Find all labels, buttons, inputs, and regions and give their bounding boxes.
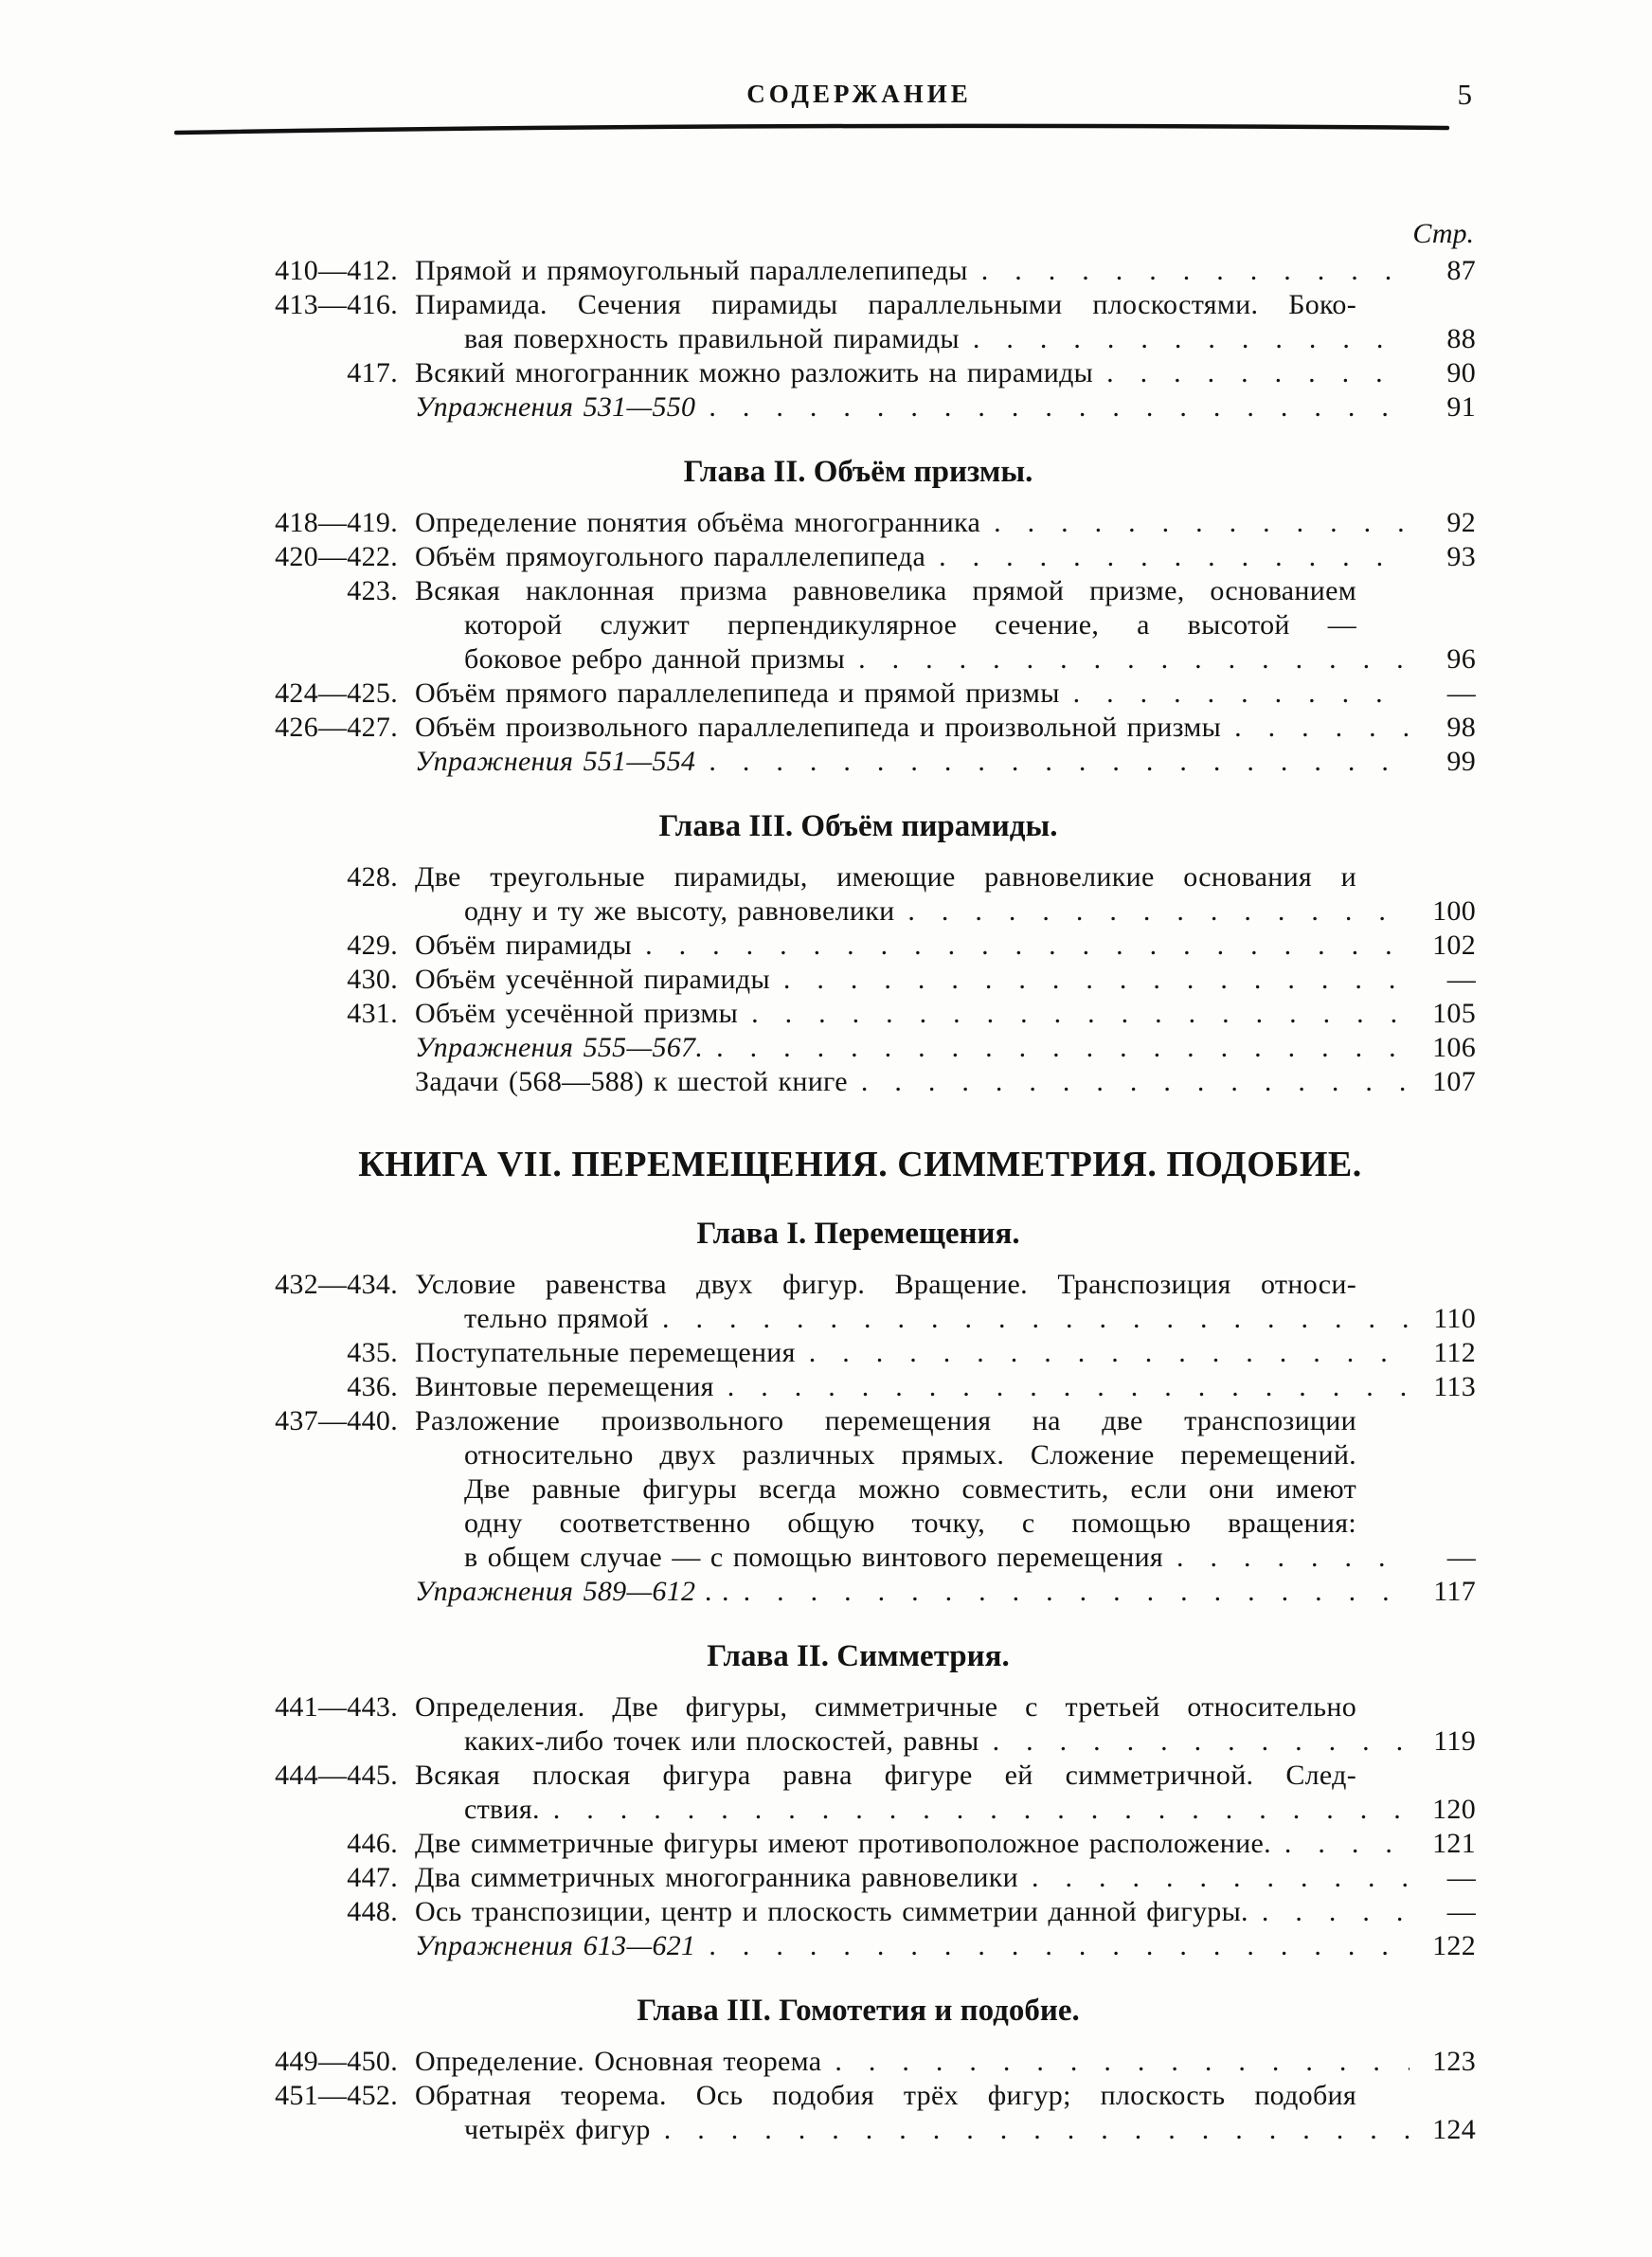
toc-entry — [159, 288, 1476, 356]
entry-page-number: 107 — [1432, 1066, 1476, 1097]
dot-leader — [1176, 1541, 1410, 1575]
entry-text: Объём прямоугольного параллелепипеда — [415, 541, 926, 572]
page-column-label: Стр. — [1412, 218, 1474, 249]
toc-line — [159, 711, 1476, 745]
entry-text: Пирамида. Сечения пирамиды параллельными плоскостями. Боко- — [415, 289, 1356, 320]
toc-entry — [159, 1065, 1476, 1099]
chapter-heading: Глава I. Перемещения. — [696, 1217, 1020, 1251]
chapter-heading: Глава II. Объём призмы. — [683, 455, 1033, 489]
entry-number: 447. — [347, 1862, 398, 1893]
toc-entry — [159, 506, 1476, 540]
entry-text: Объём произвольного параллелепипеда и произвольной призмы — [415, 712, 1222, 743]
toc-line — [159, 745, 1476, 779]
dot-leader — [994, 506, 1410, 540]
toc-line — [159, 540, 1476, 574]
entry-text: Условие равенства двух фигур. Вращение. Транспозиция относи- — [415, 1269, 1356, 1300]
toc-line — [159, 1575, 1476, 1609]
toc-line — [159, 1507, 1476, 1541]
entry-number: 431. — [347, 998, 398, 1029]
entry-number: 424—425. — [275, 677, 398, 709]
entry-number: 423. — [347, 575, 398, 606]
entry-page-number: 99 — [1446, 746, 1476, 777]
dot-leader — [716, 1031, 1410, 1065]
chapter-heading: Глава II. Симметрия. — [707, 1639, 1010, 1673]
dot-leader — [709, 1929, 1410, 1963]
entry-text: в общем случае — с помощью винтового перемещения — [464, 1542, 1164, 1573]
entry-text: Объём усечённой призмы — [415, 998, 739, 1029]
dot-leader — [993, 1724, 1410, 1759]
toc-entry — [159, 1861, 1476, 1895]
toc-entry — [159, 2079, 1476, 2147]
toc-line — [159, 894, 1476, 929]
chapter-heading: Глава III. Гомотетия и подобие. — [637, 1994, 1080, 2028]
entry-text: Ось транспозиции, центр и плоскость симметрии данной фигуры. — [415, 1896, 1248, 1927]
toc-line — [159, 288, 1476, 322]
entry-page-number: 100 — [1432, 895, 1476, 927]
toc-entry — [159, 929, 1476, 963]
entry-page-number: 121 — [1432, 1828, 1476, 1859]
entry-text: Прямой и прямоугольный параллелепипеды — [415, 255, 968, 286]
page-title: СОДЕРЖАНИЕ — [746, 80, 972, 108]
dot-leader — [709, 745, 1410, 779]
entry-text: вая поверхность правильной пирамиды — [464, 323, 960, 354]
entry-number: 449—450. — [275, 2046, 398, 2077]
entry-text: Всякая плоская фигура равна фигуре ей симметричной. След- — [415, 1760, 1356, 1791]
entry-page-number: 122 — [1432, 1930, 1476, 1961]
dot-leader — [835, 2045, 1410, 2079]
toc-line — [159, 506, 1476, 540]
toc-entry — [159, 356, 1476, 390]
dot-leader — [1106, 356, 1410, 390]
toc-line — [159, 1336, 1476, 1370]
entry-text: Упражнения 613—621 — [415, 1930, 696, 1961]
dot-leader — [662, 1302, 1410, 1336]
entry-text: Всякий многогранник можно разложить на пирамиды — [415, 357, 1094, 388]
toc-entry — [159, 2045, 1476, 2079]
toc-entry — [159, 1404, 1476, 1575]
entry-number: 451—452. — [275, 2080, 398, 2111]
entry-page-number: 96 — [1446, 643, 1476, 675]
entry-number: 418—419. — [275, 507, 398, 538]
dot-leader — [727, 1370, 1410, 1404]
entry-text: Определение. Основная теорема — [415, 2046, 822, 2077]
entry-text: тельно прямой — [464, 1303, 649, 1334]
toc-line — [159, 1895, 1476, 1929]
toc-entry — [159, 1268, 1476, 1336]
entry-text: Два симметричных многогранника равновелики — [415, 1862, 1018, 1893]
toc-line — [159, 1370, 1476, 1404]
entry-number: 441—443. — [275, 1691, 398, 1723]
toc-entry — [159, 963, 1476, 997]
entry-text: четырёх фигур — [464, 2114, 651, 2145]
toc-entry — [159, 1336, 1476, 1370]
entry-number: 448. — [347, 1896, 398, 1927]
toc-line — [159, 997, 1476, 1031]
entry-page-number: 87 — [1446, 255, 1476, 286]
toc-line — [159, 1724, 1476, 1759]
book-heading: КНИГА VII. ПЕРЕМЕЩЕНИЯ. СИММЕТРИЯ. ПОДОБИЕ. — [358, 1145, 1362, 1184]
entry-text: относительно двух различных прямых. Сложение перемещений. — [464, 1439, 1356, 1471]
toc-line — [159, 608, 1476, 642]
entry-page-number: 117 — [1433, 1576, 1476, 1607]
toc-line — [159, 1302, 1476, 1336]
entry-page-number: 110 — [1433, 1303, 1476, 1334]
dot-leader — [553, 1793, 1410, 1827]
toc-entry — [159, 677, 1476, 711]
toc-entry — [159, 1759, 1476, 1827]
toc-line — [159, 677, 1476, 711]
dot-leader — [664, 2113, 1410, 2147]
toc-line — [159, 1031, 1476, 1065]
entry-text: одну соответственно общую точку, с помощью вращения: — [464, 1508, 1356, 1539]
dot-leader — [809, 1336, 1410, 1370]
dot-leader — [1284, 1827, 1410, 1861]
entry-text: Разложение произвольного перемещения на две транспозиции — [415, 1405, 1356, 1436]
toc-line — [159, 963, 1476, 997]
toc-line — [159, 2079, 1476, 2113]
dot-leader — [858, 642, 1410, 677]
toc-entry — [159, 860, 1476, 929]
entry-text: Определения. Две фигуры, симметричные с третьей относительно — [415, 1691, 1356, 1723]
entry-page-number: 102 — [1432, 930, 1476, 961]
entry-text: Задачи (568—588) к шестой книге — [415, 1066, 848, 1097]
entry-number: 444—445. — [275, 1760, 398, 1791]
entry-number: 410—412. — [275, 255, 398, 286]
toc-entry — [159, 254, 1476, 288]
entry-page-number: 112 — [1433, 1337, 1476, 1368]
toc-line — [159, 254, 1476, 288]
entry-text: Упражнения 589—612 . . — [415, 1576, 730, 1607]
entry-page-number: 93 — [1446, 541, 1476, 572]
dot-leader — [709, 390, 1410, 424]
header-rule — [174, 121, 1449, 136]
toc-line — [159, 1472, 1476, 1507]
toc-entry — [159, 745, 1476, 779]
toc-line — [159, 2113, 1476, 2147]
toc-entry — [159, 574, 1476, 677]
entry-page-number: 120 — [1432, 1794, 1476, 1825]
entry-text: Объём пирамиды — [415, 930, 633, 961]
entry-page-number: 88 — [1446, 323, 1476, 354]
entry-page-number: 91 — [1446, 391, 1476, 423]
toc-line — [159, 1690, 1476, 1724]
entry-page-number: 113 — [1433, 1371, 1476, 1402]
toc-entry — [159, 1929, 1476, 1963]
entry-page-number: — — [1446, 964, 1476, 995]
entry-text: Две симметричные фигуры имеют противоположное расположение. — [415, 1828, 1271, 1859]
dot-leader — [645, 929, 1410, 963]
toc-line — [159, 356, 1476, 390]
dot-leader — [1234, 711, 1410, 745]
entry-number: 446. — [347, 1828, 398, 1859]
toc-entry — [159, 540, 1476, 574]
toc-entry — [159, 1031, 1476, 1065]
toc-line — [159, 1793, 1476, 1827]
entry-text: каких-либо точек или плоскостей, равны — [464, 1725, 979, 1757]
entry-text: Объём усечённой пирамиды — [415, 964, 770, 995]
toc-line — [159, 574, 1476, 608]
entry-number: 413—416. — [275, 289, 398, 320]
entry-number: 429. — [347, 930, 398, 961]
toc-line — [159, 2045, 1476, 2079]
chapter-heading: Глава III. Объём пирамиды. — [658, 809, 1058, 843]
toc-entry — [159, 1827, 1476, 1861]
header-rule-line — [174, 121, 1449, 136]
entry-number: 426—427. — [275, 712, 398, 743]
dot-leader — [744, 1575, 1410, 1609]
entry-text: боковое ребро данной призмы — [464, 643, 846, 675]
entry-page-number: 105 — [1432, 998, 1476, 1029]
entry-page-number: 123 — [1432, 2046, 1476, 2077]
toc-body — [159, 254, 1476, 2147]
toc-line — [159, 1438, 1476, 1472]
entry-text: одну и ту же высоту, равновелики — [464, 895, 895, 927]
toc-line — [159, 1065, 1476, 1099]
dot-leader — [981, 254, 1410, 288]
entry-number: 437—440. — [275, 1405, 398, 1436]
dot-leader — [907, 894, 1410, 929]
entry-text: Винтовые перемещения — [415, 1371, 714, 1402]
dot-leader — [751, 997, 1410, 1031]
entry-number: 420—422. — [275, 541, 398, 572]
entry-number: 432—434. — [275, 1269, 398, 1300]
entry-text: Поступательные перемещения — [415, 1337, 796, 1368]
entry-page-number: 124 — [1432, 2114, 1476, 2145]
toc-line — [159, 1827, 1476, 1861]
page-number: 5 — [1457, 78, 1472, 111]
page-header — [159, 0, 1476, 121]
entry-text: Упражнения 555—567. — [415, 1032, 704, 1063]
entry-text: Упражнения 551—554 — [415, 746, 696, 777]
toc-line — [159, 1404, 1476, 1438]
toc-entry — [159, 1370, 1476, 1404]
toc-entry — [159, 711, 1476, 745]
entry-number: 436. — [347, 1371, 398, 1402]
entry-page-number: — — [1446, 677, 1476, 709]
entry-number: 435. — [347, 1337, 398, 1368]
toc-content — [159, 0, 1476, 2147]
entry-page-number: — — [1446, 1862, 1476, 1893]
toc-entry — [159, 390, 1476, 424]
entry-page-number: 98 — [1446, 712, 1476, 743]
toc-line — [159, 1759, 1476, 1793]
toc-entry — [159, 1690, 1476, 1759]
toc-line — [159, 1929, 1476, 1963]
dot-leader — [973, 322, 1410, 356]
entry-text: Объём прямого параллелепипеда и прямой призмы — [415, 677, 1060, 709]
toc-line — [159, 390, 1476, 424]
toc-line — [159, 1861, 1476, 1895]
entry-page-number: 90 — [1446, 357, 1476, 388]
toc-line — [159, 1541, 1476, 1575]
dot-leader — [939, 540, 1410, 574]
toc-entry — [159, 1575, 1476, 1609]
dot-leader — [1073, 677, 1410, 711]
toc-line — [159, 322, 1476, 356]
entry-text: Обратная теорема. Ось подобия трёх фигур; плоскость подобия — [415, 2080, 1356, 2111]
dot-leader — [1032, 1861, 1410, 1895]
toc-entry — [159, 1895, 1476, 1929]
entry-text: Всякая наклонная призма равновелика прямой призме, основанием — [415, 575, 1356, 606]
toc-line — [159, 1268, 1476, 1302]
toc-entry — [159, 997, 1476, 1031]
entry-text: ствия. — [464, 1794, 540, 1825]
entry-text: которой служит перпендикулярное сечение, а высотой — — [464, 609, 1356, 641]
entry-text: Упражнения 531—550 — [415, 391, 696, 423]
toc-line — [159, 929, 1476, 963]
entry-page-number: 92 — [1446, 507, 1476, 538]
toc-line — [159, 642, 1476, 677]
toc-line — [159, 860, 1476, 894]
dot-leader — [1262, 1895, 1410, 1929]
entry-number: 428. — [347, 861, 398, 893]
dot-leader — [783, 963, 1410, 997]
entry-number: 417. — [347, 357, 398, 388]
entry-page-number: 119 — [1433, 1725, 1476, 1757]
entry-page-number: — — [1446, 1896, 1476, 1927]
entry-text: Две равные фигуры всегда можно совместить, если они имеют — [464, 1473, 1356, 1505]
entry-page-number: 106 — [1432, 1032, 1476, 1063]
entry-text: Определение понятия объёма многогранника — [415, 507, 981, 538]
dot-leader — [861, 1065, 1410, 1099]
entry-page-number: — — [1446, 1542, 1476, 1573]
entry-number: 430. — [347, 964, 398, 995]
entry-text: Две треугольные пирамиды, имеющие равновеликие основания и — [415, 861, 1356, 893]
